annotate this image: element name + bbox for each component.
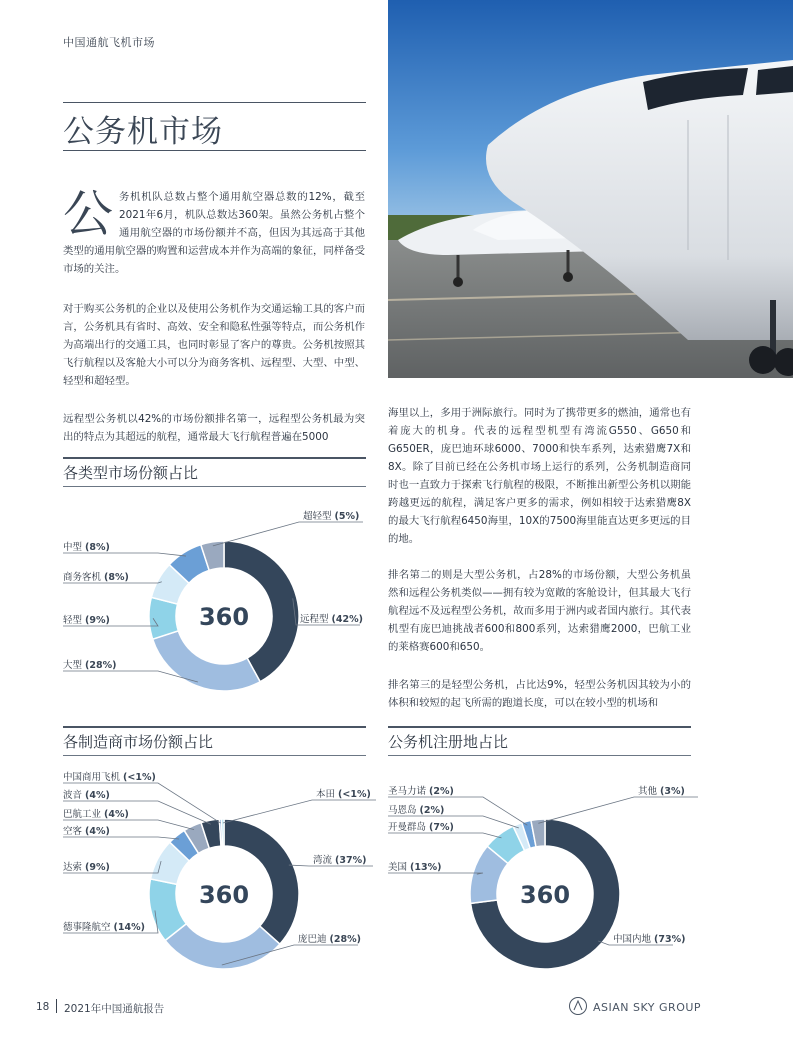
slice-label-1-3: 达索 (9%) <box>63 862 110 873</box>
title-bottom-rule <box>63 150 366 151</box>
footer-separator <box>56 999 57 1013</box>
donut-slice-0-1 <box>153 631 260 691</box>
slice-label-0-1: 大型 (28%) <box>63 660 117 671</box>
paragraph-3: 远程型公务机以42%的市场份额排名第一，远程型公务机最为突出的特点为其超远的航程，通常最大飞行航程普遍在5000 <box>63 413 365 443</box>
chart-registration <box>380 760 793 980</box>
slice-label-0-3: 商务客机 (8%) <box>63 572 129 583</box>
intro-paragraph <box>63 185 365 278</box>
slice-label-1-0: 湾流 (37%) <box>313 855 367 866</box>
leader-line-0-4 <box>63 553 186 556</box>
slice-label-1-8: 本田 (<1%) <box>316 789 371 800</box>
section-1-title: 各类型市场份额占比 <box>63 464 199 482</box>
slice-label-2-2: 开曼群岛 (7%) <box>388 822 454 833</box>
intro-text: 务机机队总数占整个通用航空器总数的12%，截至2021年6月，机队总数达360架。虽然公务机占整个通用航空器的市场份额并不高，但因为其远高于其他类型的通用航空器的购置和运营成本并作为高端的象征，同样备受市场的关注。 <box>63 191 365 275</box>
donut-chart-manufacturers <box>0 760 380 980</box>
slice-label-1-7: 中国商用飞机 (<1%) <box>63 772 156 783</box>
slice-label-2-4: 圣马力诺 (2%) <box>388 786 454 797</box>
section-3-title: 公务机注册地占比 <box>388 733 509 751</box>
slice-label-2-0: 中国内地 (73%) <box>613 934 686 945</box>
slice-label-0-2: 轻型 (9%) <box>63 615 110 626</box>
paragraph-6: 排名第三的是轻型公务机，占比达9%，轻型公务机因其较为小的体积和较短的起飞所需的跑道长度，可以在较小型的机场和 <box>388 679 691 709</box>
donut-chart-registration <box>380 760 793 980</box>
leader-line-2-1 <box>388 873 483 874</box>
report-name: 2021年中国通航报告 <box>64 1003 165 1015</box>
section-1-bottom-rule <box>63 486 366 487</box>
leader-line-1-8 <box>223 800 376 823</box>
paragraph-2: 对于购买公务机的企业以及使用公务机作为交通运输工具的客户而言，公务机具有省时、高效、安全和隐私性强等特点，而公务机作为高端出行的交通工具，也同时彰显了客户的尊贵。公务机按照其飞行航程以及客舱大小可以分为商务客机、远程型、大型、中型、轻型和超轻型。 <box>63 303 365 387</box>
business-jets-photo <box>388 0 793 378</box>
leader-line-2-5 <box>538 797 698 823</box>
slice-label-2-5: 其他 (3%) <box>638 786 685 797</box>
section-3-bottom-rule <box>388 755 691 756</box>
section-3-rule <box>388 726 691 728</box>
page-number: 18 <box>36 1001 50 1013</box>
chart-manufacturers <box>0 760 380 980</box>
running-header: 中国通航飞机市场 <box>63 36 155 49</box>
section-1-rule <box>63 457 366 459</box>
section-2-title: 各制造商市场份额占比 <box>63 733 214 751</box>
slice-label-2-3: 马恩岛 (2%) <box>388 805 445 816</box>
chart-aircraft-types <box>0 490 380 710</box>
title-top-rule <box>63 102 366 103</box>
slice-label-0-4: 中型 (8%) <box>63 542 110 553</box>
donut-center-label-1: 360 <box>198 881 250 909</box>
section-2-bottom-rule <box>63 755 366 756</box>
slice-label-1-5: 巴航工业 (4%) <box>63 809 129 820</box>
donut-chart-types <box>0 490 380 710</box>
slice-label-1-1: 庞巴迪 (28%) <box>298 934 361 945</box>
dropcap-letter: 公 <box>63 185 113 243</box>
paragraph-5: 排名第二的则是大型公务机，占28%的市场份额，大型公务机虽然和远程公务机类似——拥有较为宽敞的客舱设计，但其最大飞行航程远不及远程型公务机，故而多用于洲内或者国内旅行。其代表机型有庞巴迪挑战者600和800系列，达索猎鹰2000，巴航工业的莱格赛600和650。 <box>388 569 691 653</box>
page-title: 公务机市场 <box>63 114 223 150</box>
brand-name: ASIAN SKY GROUP <box>593 1001 702 1014</box>
slice-label-2-1: 美国 (13%) <box>388 862 442 873</box>
asian-sky-logo-icon <box>568 996 588 1016</box>
slice-label-1-2: 德事隆航空 (14%) <box>63 922 145 933</box>
slice-label-0-0: 远程型 (42%) <box>300 614 363 625</box>
slice-label-1-6: 波音 (4%) <box>63 790 110 801</box>
leader-line-1-4 <box>63 837 179 839</box>
paragraph-4: 海里以上，多用于洲际旅行。同时为了携带更多的燃油，通常也有着庞大的机身。代表的远程型机型有湾流G550、G650和G650ER，庞巴迪环球6000、7000和快车系列，达索猎鹰7X和8X。除了目前已经在公务机市场上运行的系列，公务机制造商同时也一直致力于探索飞行航程的极限，不断推出新型公务机以期能跨越更远的航程，满足客户更多的需求，例如相较于达索猎鹰8X的最大飞行航程6450海里，10X的7500海里能直达更多更远的目的地。 <box>388 407 691 545</box>
slice-label-0-5: 超轻型 (5%) <box>303 511 360 522</box>
leader-line-2-2 <box>388 833 501 838</box>
slice-label-1-4: 空客 (4%) <box>63 826 110 837</box>
section-2-rule <box>63 726 366 728</box>
donut-slice-1-1 <box>165 924 280 969</box>
donut-center-label-0: 360 <box>198 603 250 631</box>
donut-center-label-2: 360 <box>519 881 571 909</box>
